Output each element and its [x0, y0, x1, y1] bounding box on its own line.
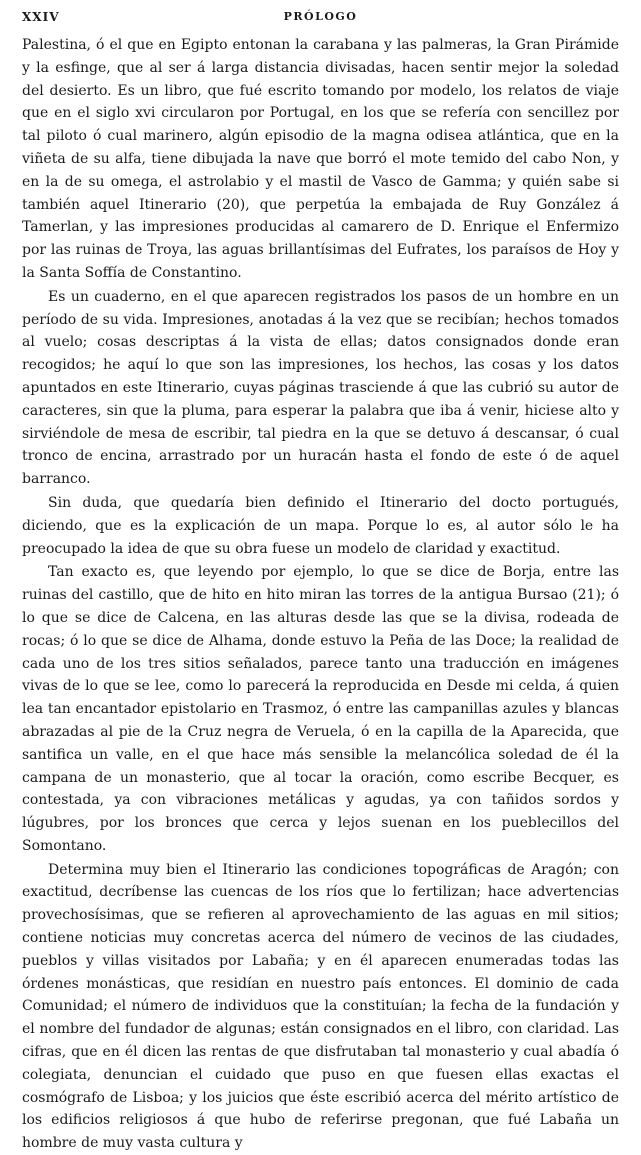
- paragraph: Sin duda, que quedaría bien definido el Itinerario del docto portugués, diciendo, que es la explicación de un mapa. Porque lo es, al autor sólo le ha preocupado la idea de que su obra fuese un modelo de claridad y exactitud.: [22, 494, 619, 557]
- page-number: XXIV: [22, 10, 60, 24]
- running-title: PRÓLOGO: [283, 10, 358, 23]
- paragraph: Determina muy bien el Itinerario las condiciones topográficas de Aragón; con exactitud, decríbense las cuencas de los ríos que lo fertilizan; hace advertencias provechosísimas, que se refieren al aprovechamiento de las aguas en mil sitios; contiene noticias muy concretas acerca del número de vecinos de las ciudades, pueblos y villas visitados por Labaña; y en él aparecen enumeradas todas las órdenes monásticas, que residían en nuestro país entonces. El dominio de cada Comunidad; el número de individuos que la constituían; la fecha de la fundación y el nombre del fundador de algunas; están consignados en el libro, con claridad. Las cifras, que en él dicen las rentas de que disfrutaban tal monasterio y cual abadía ó colegiata, denuncian el cuidado que puso en que fuesen ellas exactas el cosmógrafo de Lisboa; y los juicios que éste escribió acerca del mérito artístico de los edificios religiosos á que hubo de referirse pregonan, que fué Labaña un hombre de muy vasta cultura y: [22, 861, 619, 1152]
- paragraph-continued: Palestina, ó el que en Egipto entonan la carabana y las palmeras, la Gran Pirámide y la esfinge, que al ser á larga distancia divisadas, hacen sentir mejor la soledad del desierto. Es un libro, que fué escrito tomando por modelo, los relatos de viaje que en el siglo xvi circularon por Portugal, en los que se refería con sencillez por tal piloto ó cual marinero, algún episodio de la magna odisea atlántica, que en la viñeta de su alfa, tiene dibujada la nave que borró el mote temido del cabo Non, y en la de su omega, el astrolabio y el mastil de Vasco de Gamma; y quién sabe si también aquel Itinerario (20), que perpetúa la embajada de Ruy González á Tamerlan, y las impresiones producidas al camarero de D. Enrique el Enfermizo por las ruinas de Troya, las aguas brillantísimas del Eufrates, los paraísos de Hoy y la Santa Soffía de Constantino.: [22, 37, 619, 281]
- paragraph: Tan exacto es, que leyendo por ejemplo, lo que se dice de Borja, entre las ruinas del castillo, que de hito en hito miran las torres de la antigua Bursao (21); ó lo que se dice de Calcena, en las alturas desde las que se la divisa, rodeada de rocas; ó lo que se dice de Alhama, donde estuvo la Peña de las Doce; la realidad de cada uno de los tres sitios señalados, parece tanto una traducción en imágenes vivas de lo que se lee, como lo parecerá la reproducida en Desde mi celda, á quien lea tan encantador epistolario en Trasmoz, ó entre las campanillas azules y blancas abrazadas al pie de la Cruz negra de Veruela, ó en la capilla de la Aparecida, que santifica un valle, en el que hace más sensible la melancólica soledad de él la campana de un monasterio, que al tocar la oración, como escribe Becquer, es contestada, ya con vibraciones metálicas y agudas, ya con tañidos sordos y lúgubres, por los bronces que cerca y lejos suenan en los pueblecillos del Somontano.: [22, 564, 619, 854]
- page-body: [22, 34, 619, 1155]
- paragraph: Es un cuaderno, en el que aparecen registrados los pasos de un hombre en un período de su vida. Impresiones, anotadas á la vez que se recibían; hechos tomados al vuelo; cosas descriptas á la vista de ellas; datos consignados donde eran recogidos; he aquí lo que son las impresiones, los hechos, las cosas y los datos apuntados en este Itinerario, cuyas páginas trasciende á que las cubrió su autor de caracteres, sin que la pluma, para esperar la palabra que iba á venir, hiciese alto y sirviéndole de mesa de escribir, tal piedra en la que se detuvo á descansar, ó cual tronco de encina, arrastrado por un huracán hasta el fondo de este ó de aquel barranco.: [22, 288, 619, 488]
